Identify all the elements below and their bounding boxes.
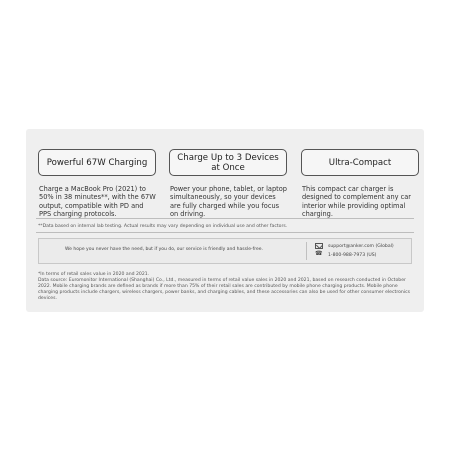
vertical-divider <box>306 242 307 260</box>
email-contact <box>315 243 394 249</box>
email-icon <box>315 243 323 249</box>
feature-title-box <box>169 149 287 176</box>
feature-title: Powerful 67W Charging <box>46 157 148 168</box>
divider <box>36 232 414 233</box>
feature-fast-charging <box>38 149 156 219</box>
product-info-card <box>26 129 424 312</box>
feature-compact <box>301 149 419 219</box>
phone-contact <box>315 252 376 258</box>
feature-title: Charge Up to 3 Devices at Once <box>177 152 279 173</box>
feature-title-box <box>38 149 156 176</box>
email-address: support@anker.com (Global) <box>328 243 394 249</box>
lab-testing-note: **Data based on internal lab testing. Actual results may vary depending on individual use and other factors. <box>38 224 288 229</box>
footnote <box>38 272 412 302</box>
footnote-line-1: *In terms of retail sales value in 2020 and 2021. <box>38 272 150 277</box>
service-message: We hope you never have the need, but if you do, our service is friendly and hassle-free. <box>65 247 263 252</box>
divider <box>36 218 414 219</box>
feature-description: This compact car charger is designed to complement any car interior while providing optimal charging. <box>302 185 412 219</box>
phone-icon <box>315 252 323 258</box>
feature-description: Charge a MacBook Pro (2021) to 50% in 38 minutes**, with the 67W output, compatible with PD and PPS charging protocols. <box>39 185 156 219</box>
phone-number: 1-800-988-7973 (US) <box>328 252 377 258</box>
feature-description: Power your phone, tablet, or laptop simultaneously, so your devices are fully charged while you focus on driving. <box>170 185 287 219</box>
service-banner <box>38 238 412 264</box>
feature-title: Ultra-Compact <box>328 157 392 168</box>
feature-multi-device <box>169 149 287 219</box>
footnote-line-2: Data source: Euromonitor International (Shanghai) Co., Ltd., measured in terms of retail value sales in 2020 and 2021, based on research conducted in October 2022. Mobile charging brands are defined as brands if more than 75% of their retail sales are contributed by mobile phone charging products. Mobile phone charging products include chargers, wireless chargers, power banks, and charging cables, and these accessories can also be used for other consumer electronics devices. <box>38 278 411 301</box>
feature-title-box <box>301 149 419 176</box>
